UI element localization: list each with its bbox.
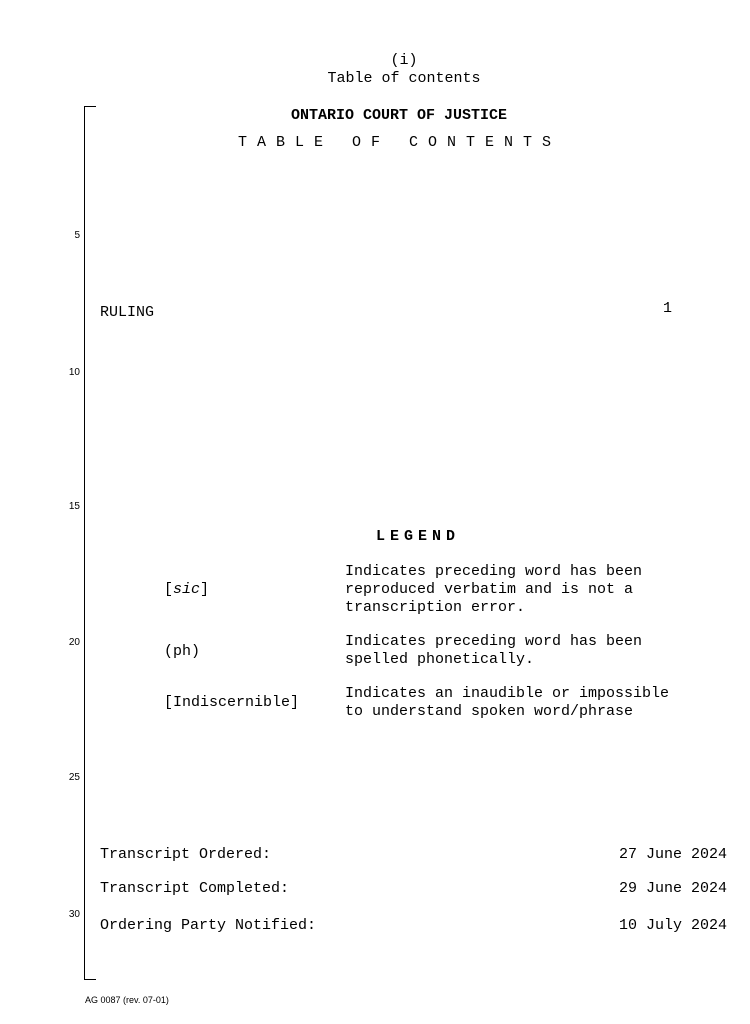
- transcript-completed-label: Transcript Completed:: [100, 880, 290, 897]
- line-number: 5: [74, 230, 80, 241]
- margin-rule: [84, 106, 85, 980]
- legend-term-bracket-open: [: [164, 581, 174, 598]
- legend-term-indiscernible: [Indiscernible]: [164, 694, 300, 711]
- ordering-party-notified-label: Ordering Party Notified:: [100, 917, 317, 934]
- legend-desc-line: Indicates an inaudible or impossible: [345, 685, 670, 702]
- line-number: 25: [68, 772, 80, 783]
- legend-term-bracket-close: ]: [200, 581, 210, 598]
- transcript-ordered-date: 27 June 2024: [619, 846, 728, 863]
- toc-heading: TABLE OF CONTENTS: [238, 134, 562, 151]
- court-name: ONTARIO COURT OF JUSTICE: [290, 107, 508, 124]
- toc-entry-label[interactable]: RULING: [100, 304, 155, 321]
- transcript-completed-date: 29 June 2024: [619, 880, 728, 897]
- legend-desc-line: Indicates preceding word has been: [345, 563, 643, 580]
- legend-desc-line: reproduced verbatim and is not a: [345, 581, 634, 598]
- margin-rule-bottom: [84, 979, 96, 980]
- legend-desc-ph: [345, 633, 642, 669]
- legend-desc-line: Indicates preceding word has been: [345, 633, 643, 650]
- legend-term-ph: (ph): [164, 643, 201, 660]
- legend-desc-sic: [345, 563, 642, 617]
- line-number: 30: [68, 909, 80, 920]
- legend-desc-line: transcription error.: [345, 599, 526, 616]
- toc-entry-page: 1: [663, 300, 673, 317]
- legend-heading: LEGEND: [376, 528, 461, 545]
- legend-term-sic-word: sic: [173, 581, 201, 598]
- page-number: (i): [390, 52, 418, 69]
- ordering-party-notified-date: 10 July 2024: [619, 917, 728, 934]
- transcript-ordered-label: Transcript Ordered:: [100, 846, 272, 863]
- form-code: AG 0087 (rev. 07-01): [85, 995, 169, 1005]
- page-header-title: Table of contents: [327, 70, 481, 87]
- legend-term-sic: [164, 581, 209, 599]
- legend-desc-indiscernible: [345, 685, 669, 721]
- line-number: 10: [68, 367, 80, 378]
- line-number: 15: [68, 501, 80, 512]
- line-number: 20: [68, 637, 80, 648]
- legend-desc-line: to understand spoken word/phrase: [345, 703, 634, 720]
- legend-desc-line: spelled phonetically.: [345, 651, 535, 668]
